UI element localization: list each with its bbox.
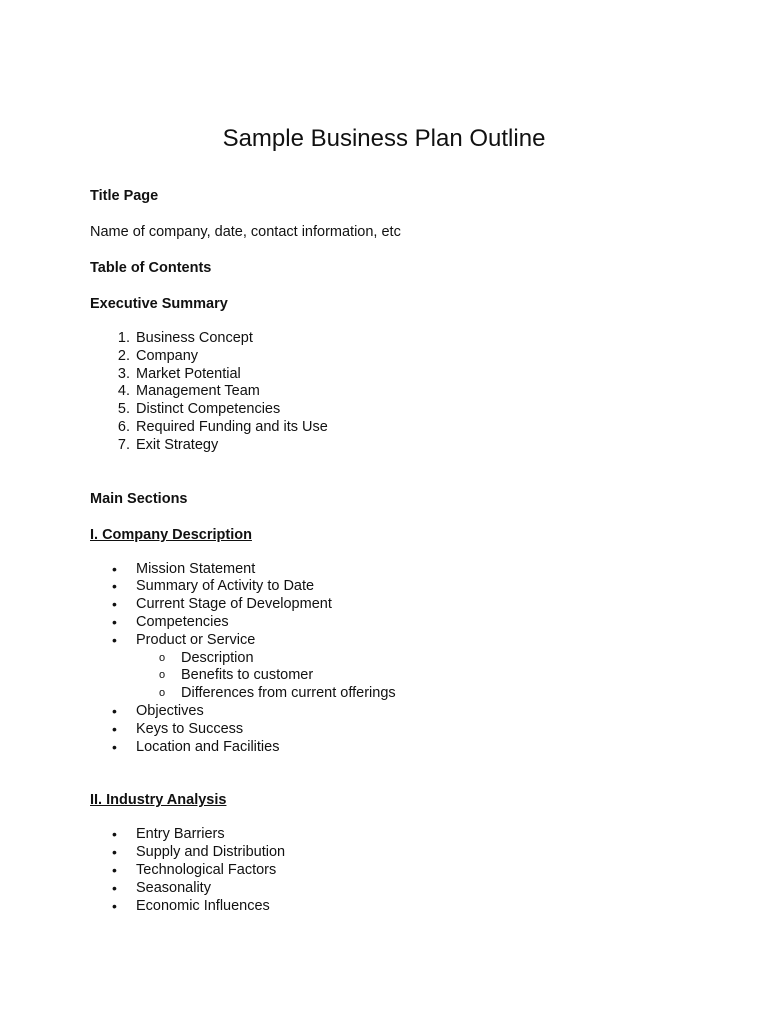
document-body <box>90 186 710 915</box>
title-page-text: Name of company, date, contact information, etc <box>90 224 401 240</box>
list-item: • Economic Influences <box>112 897 270 914</box>
executive-summary-list <box>90 330 710 455</box>
bullet-icon: • <box>112 844 117 861</box>
title-page-heading: Title Page <box>90 188 159 204</box>
list-item: 3. Market Potential <box>117 365 241 382</box>
list-item: 4. Management Team <box>117 383 260 400</box>
company-description-list-continued <box>90 703 710 756</box>
document-title: Sample Business Plan Outline <box>222 125 546 152</box>
sub-bullet-icon: o <box>159 669 166 682</box>
sub-bullet-icon: o <box>159 651 166 664</box>
bullet-icon: • <box>112 826 117 843</box>
bullet-icon: • <box>112 702 117 719</box>
bullet-icon: • <box>112 578 117 595</box>
bullet-icon: • <box>112 613 117 630</box>
list-item: • Keys to Success <box>112 720 244 737</box>
bullet-icon: • <box>112 631 117 648</box>
table-of-contents-heading: Table of Contents <box>90 260 212 276</box>
bullet-icon: • <box>112 596 117 613</box>
bullet-icon: • <box>112 720 117 737</box>
company-description-list <box>90 561 710 650</box>
list-item: o Benefits to customer <box>159 667 314 684</box>
company-description-heading: I. Company Description <box>90 526 252 543</box>
list-item: • Product or Service <box>112 631 256 648</box>
list-item: • Technological Factors <box>112 861 277 878</box>
industry-analysis-list <box>90 826 710 915</box>
list-item: 1. Business Concept <box>117 330 253 346</box>
list-item: • Seasonality <box>112 879 211 896</box>
list-item: o Differences from current offerings <box>159 685 396 702</box>
industry-analysis-heading: II. Industry Analysis <box>90 792 227 809</box>
list-item: • Objectives <box>112 702 204 719</box>
bullet-icon: • <box>112 738 117 755</box>
list-item: • Entry Barriers <box>112 826 225 843</box>
list-item: 2. Company <box>117 347 199 364</box>
list-item: 7. Exit Strategy <box>117 436 219 453</box>
list-item: 6. Required Funding and its Use <box>117 418 328 435</box>
list-item: • Current Stage of Development <box>112 596 332 613</box>
sub-bullet-icon: o <box>159 687 166 700</box>
executive-summary-heading: Executive Summary <box>90 296 228 312</box>
list-item: • Mission Statement <box>112 560 256 577</box>
list-item: • Competencies <box>112 613 229 630</box>
bullet-icon: • <box>112 861 117 878</box>
list-item: • Supply and Distribution <box>112 844 286 861</box>
bullet-icon: • <box>112 897 117 914</box>
list-item: o Description <box>159 649 254 666</box>
list-item: 5. Distinct Competencies <box>117 401 281 418</box>
list-item: • Location and Facilities <box>112 738 280 755</box>
bullet-icon: • <box>112 879 117 896</box>
bullet-icon: • <box>112 560 117 577</box>
list-item: • Summary of Activity to Date <box>112 578 315 595</box>
product-or-service-sublist <box>90 650 710 703</box>
main-sections-heading: Main Sections <box>90 490 188 507</box>
